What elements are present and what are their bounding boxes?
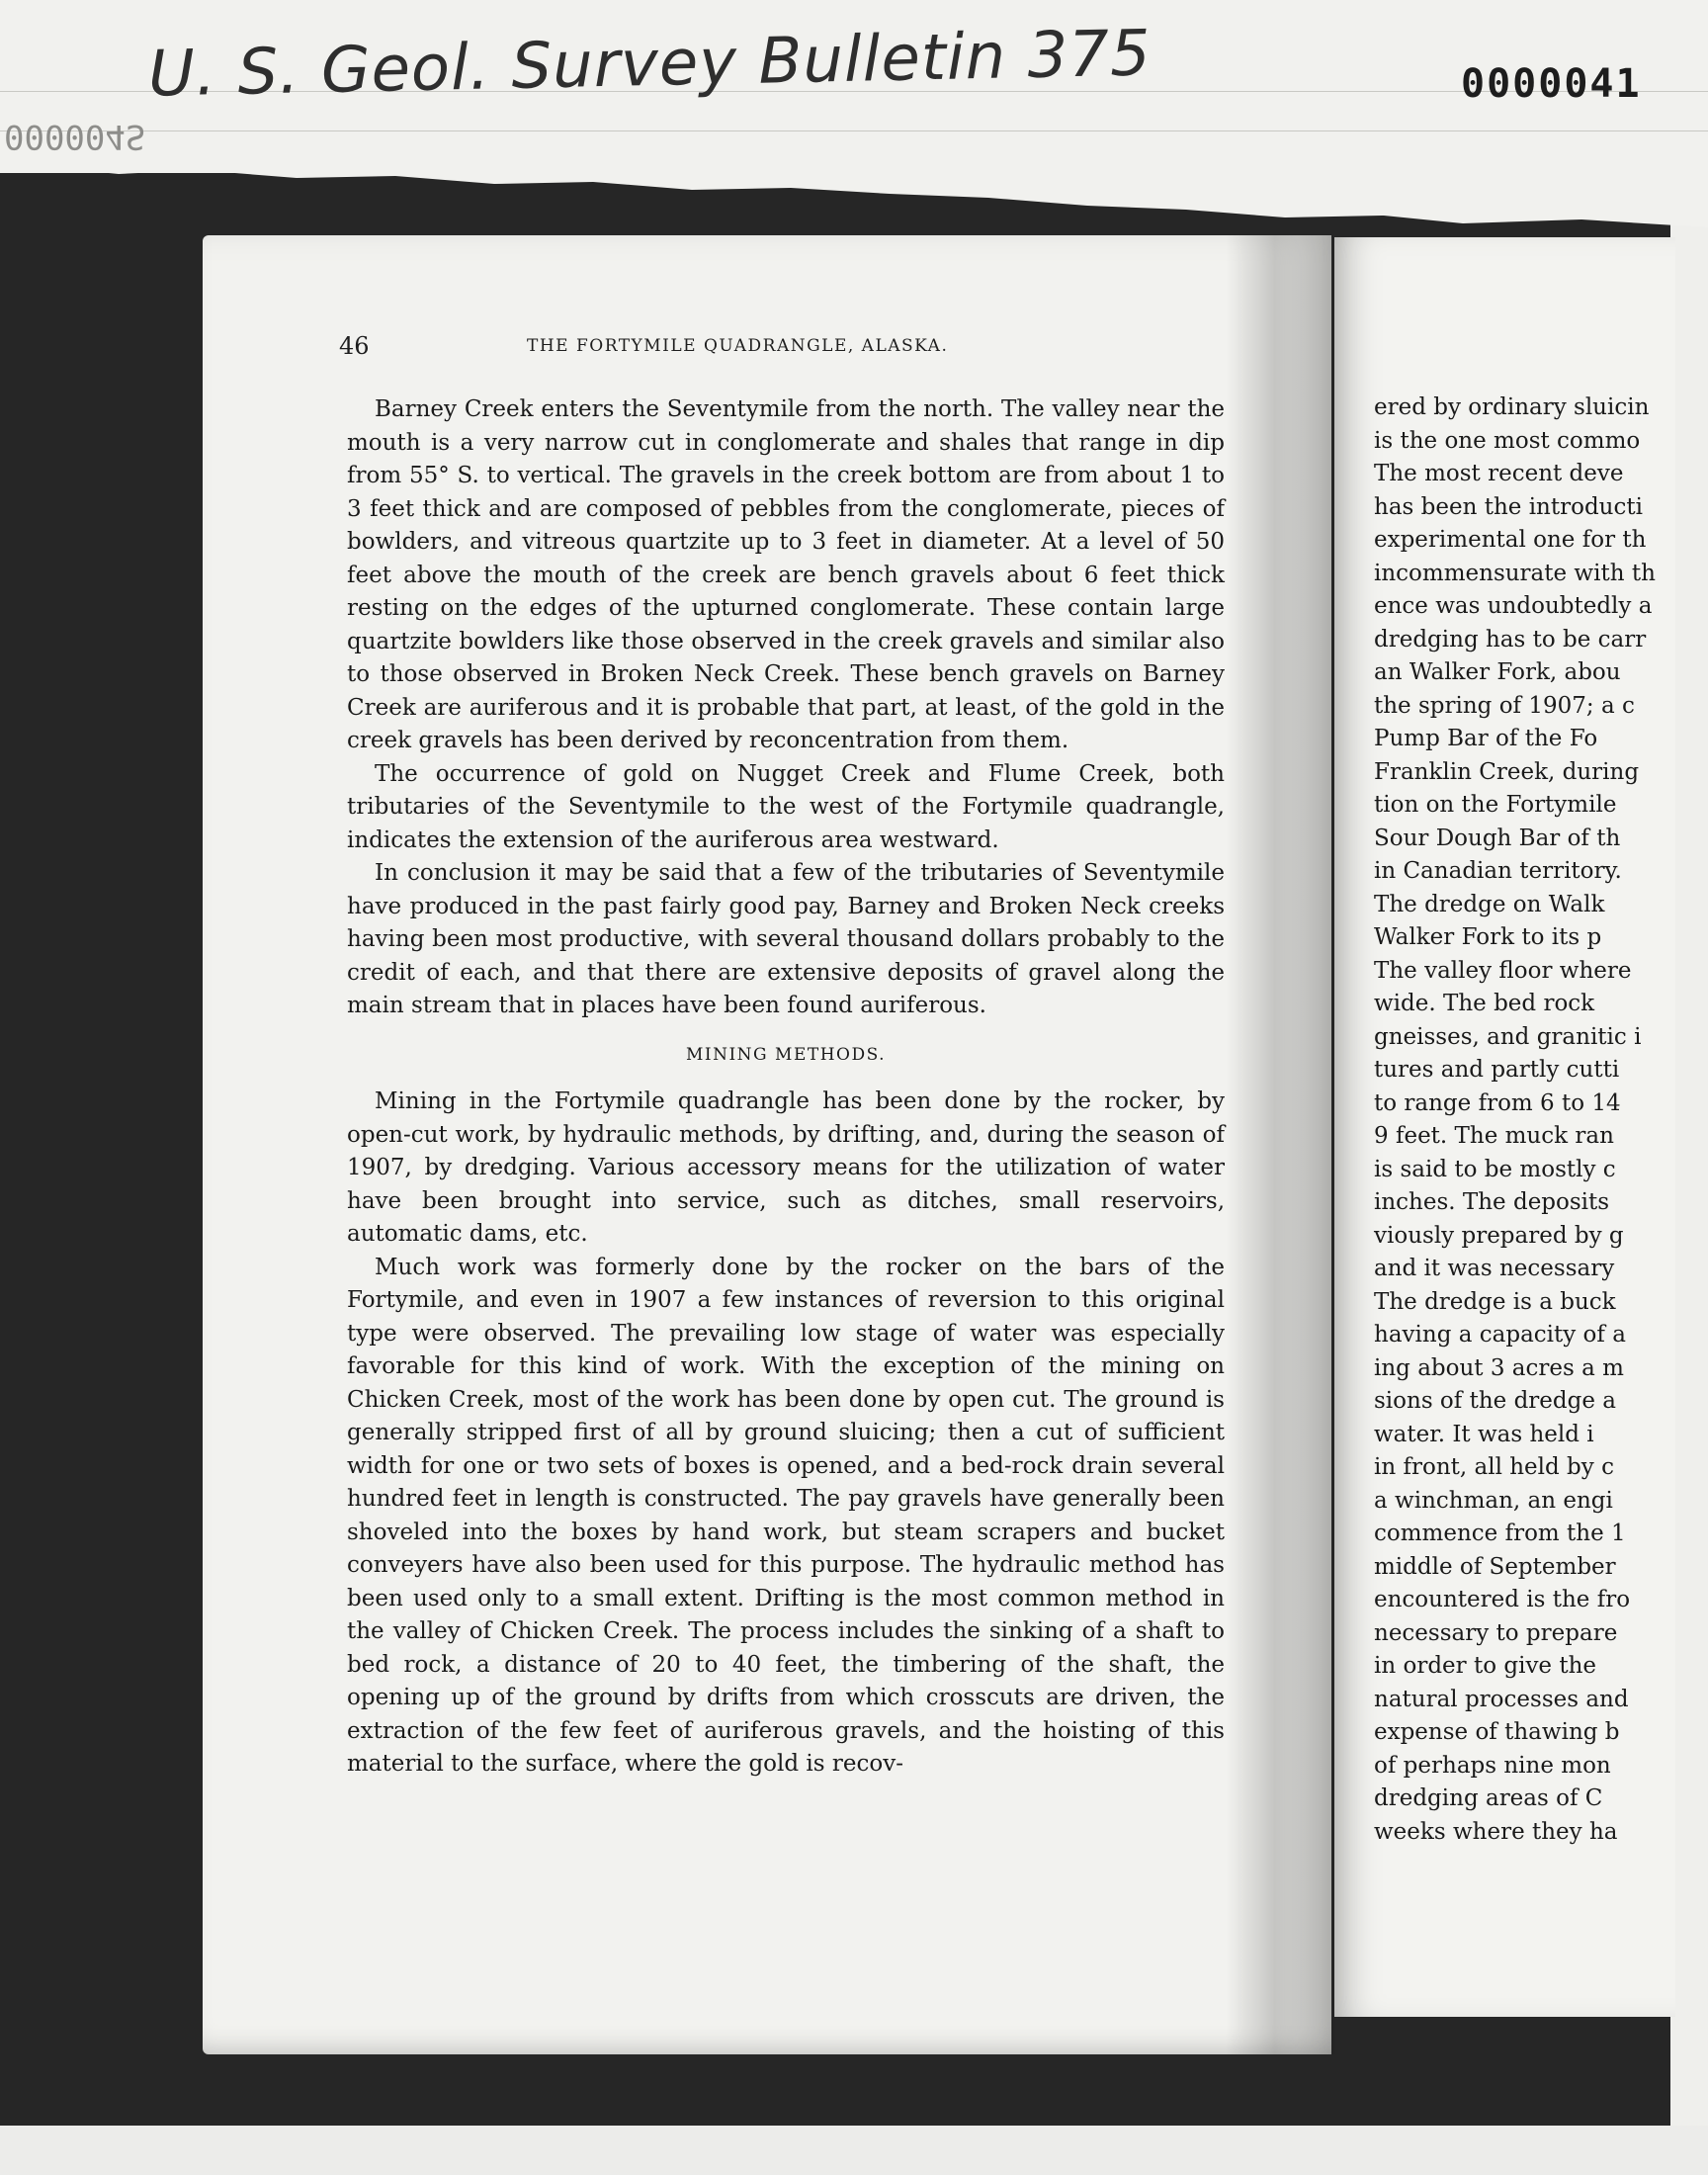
running-head-title: THE FORTYMILE QUADRANGLE, ALASKA. [527,336,949,356]
next-page-line: natural processes and [1374,1686,1629,1712]
next-page-line: in Canadian territory. [1374,858,1622,884]
scan-margin-right [1670,173,1708,2175]
next-page-line: Franklin Creek, during [1374,758,1640,785]
ruled-line [0,130,1708,131]
main-text-column [347,393,1225,1782]
next-page-line: weeks where they ha [1374,1818,1618,1845]
next-page-line: sions of the dredge a [1374,1388,1616,1414]
paragraph: Much work was formerly done by the rocker on the bars of the Fortymile, and even in 1907 a few instances of reversion to this original type were observed. The prevailing low stage of water was especially favorable for this kind of work. With the exception of the mining on Chicken Creek, most of the work has been done by open cut. The ground is generally stripped first of all by ground sluicing; then a cut of sufficient width for one or two sets of boxes is opened, and a bed-rock drain several hundred feet in length is constructed. The pay gravels have generally been shoveled into the boxes by hand work, but steam scrapers and bucket conveyers have also been used for this purpose. The hydraulic method has been used only to a small extent. Drifting is the most common method in the valley of Chicken Creek. The process includes the sinking of a shaft to bed rock, a distance of 20 to 40 feet, the timbering of the shaft, the opening up of the ground by drifts from which crosscuts are driven, the extraction of the few feet of auriferous gravels, and the hoisting of this material to the surface, where the gold is recov- [347,1254,1225,1777]
scan-bottom-margin [0,2126,1708,2175]
next-page-line: having a capacity of a [1374,1322,1626,1348]
paragraph: Barney Creek enters the Seventymile from the north. The valley near the mouth is a very narrow cut in conglomerate and shales that range in dip from 55° S. to vertical. The gravels in the creek bottom are from about 1 to 3 feet thick and are composed of pebbles from the conglomerate, pieces of bowlders, and vitreous quartzite up to 3 feet in diameter. At a level of 50 feet above the mouth of the creek are bench gravels about 6 feet thick resting on the edges of the upturned conglomerate. These contain large quartzite bowlders like those observed in the creek gravels and similar also to those observed in Broken Neck Creek. These bench gravels on Barney Creek are auriferous and it is probable that part, at least, of the gold in the creek gravels has been derived by reconcentration from them. [347,396,1225,753]
next-page-line: is said to be mostly c [1374,1156,1616,1182]
next-page-line: ing about 3 acres a m [1374,1354,1624,1381]
next-page-line: The dredge on Walk [1374,891,1605,917]
next-page-line: The most recent deve [1374,461,1624,486]
next-page-line: necessary to prepare [1374,1619,1618,1646]
next-page-line: to range from 6 to 14 [1374,1089,1621,1116]
next-page-line: tures and partly cutti [1374,1057,1620,1083]
next-page-line: water. It was held i [1374,1421,1594,1447]
next-page-line: ered by ordinary sluicin [1374,394,1650,420]
next-page-line: The valley floor where [1374,957,1632,984]
torn-paper-edge [0,158,1708,237]
next-page-text [1374,392,1675,1849]
next-page-line: incommensurate with th [1374,560,1656,586]
next-page-line: viously prepared by g [1374,1222,1624,1249]
next-page-line: an Walker Fork, abou [1374,659,1621,685]
next-page-line: encountered is the fro [1374,1587,1631,1612]
next-page-line: dredging areas of C [1374,1785,1603,1811]
next-page-line: The dredge is a buck [1374,1288,1616,1315]
paragraph: The occurrence of gold on Nugget Creek and Flume Creek, both tributaries of the Seventymile to the west of the Fortymile quadrangle, indicates the extension of the auriferous area westward. [347,760,1225,853]
paragraph: Mining in the Fortymile quadrangle has been done by the rocker, by open-cut work, by hydraulic methods, by drifting, and, during the season of 1907, by dredging. Various accessory means for the utilization of water have been brought into service, such as ditches, small reservoirs, automatic dams, etc. [347,1088,1225,1247]
next-page-line: Pump Bar of the Fo [1374,726,1598,751]
next-page-line: middle of September [1374,1553,1616,1580]
stamp-number: 0000041 [1461,61,1642,107]
running-head [339,332,1229,372]
page-gutter-shadow [1226,235,1334,2054]
next-page-line: is the one most commo [1374,427,1641,454]
next-page-line: expense of thawing b [1374,1719,1620,1745]
next-page-line: in front, all held by c [1374,1454,1614,1480]
next-page-line: a winchman, an engi [1374,1487,1613,1514]
next-page-line: Walker Fork to its p [1374,924,1602,950]
next-page-line: tion on the Fortymile [1374,792,1617,818]
next-page-line: and it was necessary [1374,1256,1615,1281]
paragraph: In conclusion it may be said that a few of the tributaries of Seventymile have produced in the past fairly good pay, Barney and Broken Neck creeks having been most productive, with several thousand dollars probably to the credit of each, and that there are extensive deposits of gravel along the main stream that in places have been found auriferous. [347,860,1225,1018]
next-page-line: inches. The deposits [1374,1189,1610,1215]
next-page-line: ence was undoubtedly a [1374,593,1653,619]
section-heading: MINING METHODS. [685,1044,887,1065]
next-page-line: gneisses, and granitic i [1374,1023,1642,1050]
next-page-line: the spring of 1907; a c [1374,692,1635,719]
next-page-line: in order to give the [1374,1653,1597,1679]
next-page-line: of perhaps nine mon [1374,1752,1611,1779]
next-page-line: dredging has to be carr [1374,626,1647,652]
handwritten-title: U. S. Geol. Survey Bulletin 375 [147,17,1153,112]
next-page-partial [1334,237,1675,2017]
mirrored-stamp: 000004S [4,117,146,156]
next-page-line: 9 feet. The muck ran [1374,1123,1614,1149]
page-number: 46 [339,332,370,360]
next-page-line: Sour Dough Bar of th [1374,825,1621,851]
next-page-line: experimental one for th [1374,527,1647,553]
next-page-line: commence from the 1 [1374,1521,1626,1546]
next-page-line: wide. The bed rock [1374,991,1595,1016]
next-page-line: has been the introducti [1374,493,1643,520]
